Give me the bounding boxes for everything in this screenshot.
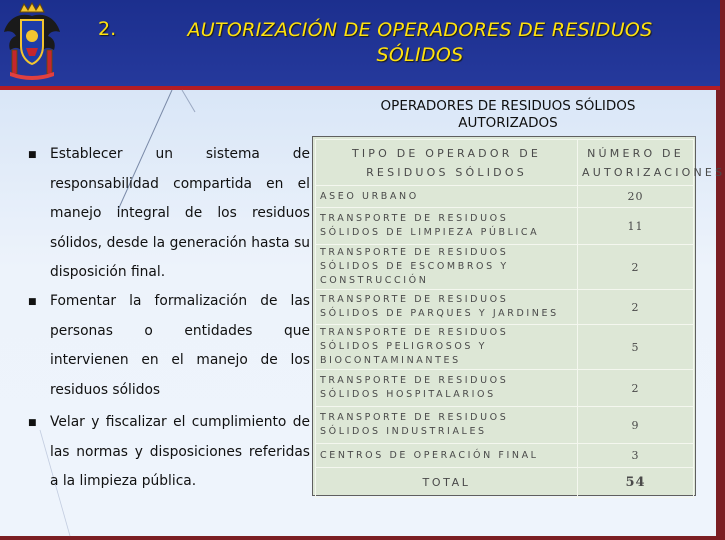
operator-type-cell: TRANSPORTE DE RESIDUOS SÓLIDOS INDUSTRIALES: [316, 407, 578, 444]
bullet-text: Velar y fiscalizar el cumplimiento de las normas y disposiciones referidas a la limpieza pública.: [50, 414, 310, 489]
table-row: [316, 245, 694, 290]
table-total-row: [316, 468, 694, 498]
list-item: [30, 287, 310, 405]
list-item: [30, 408, 310, 497]
table-row: [316, 208, 694, 245]
table-row: [316, 186, 694, 208]
section-number: 2.: [98, 18, 117, 40]
operator-type-cell: TRANSPORTE DE RESIDUOS SÓLIDOS DE PARQUES Y JARDINES: [316, 290, 578, 325]
table-row: [316, 444, 694, 468]
square-bullet-icon: ■: [28, 297, 37, 307]
table-row: [316, 290, 694, 325]
operator-type-cell: TRANSPORTE DE RESIDUOS SÓLIDOS HOSPITALARIOS: [316, 370, 578, 407]
authorization-count-cell: 2: [578, 370, 694, 407]
square-bullet-icon: ■: [28, 150, 37, 160]
table-row: [316, 370, 694, 407]
coat-of-arms-icon: [2, 2, 62, 80]
authorization-count-cell: 9: [578, 407, 694, 444]
column-header-count: NÚMERO DE AUTORIZACIONES: [578, 140, 694, 186]
bullet-text: Fomentar la formalización de las personas o entidades que intervienen en el manejo de los residuos sólidos: [50, 293, 310, 398]
operator-type-cell: ASEO URBANO: [316, 186, 578, 208]
table-row: [316, 407, 694, 444]
operators-table: [315, 139, 725, 498]
authorization-count-cell: 5: [578, 325, 694, 370]
list-item: [30, 140, 310, 288]
operator-type-cell: TRANSPORTE DE RESIDUOS SÓLIDOS PELIGROSOS Y BIOCONTAMINANTES: [316, 325, 578, 370]
operators-table-frame: [312, 136, 725, 496]
total-label-cell: TOTAL: [316, 468, 578, 498]
authorization-count-cell: 3: [578, 444, 694, 468]
page-title: AUTORIZACIÓN DE OPERADORES DE RESIDUOS SÓLIDOS: [187, 19, 653, 66]
table-subtitle: OPERADORES DE RESIDUOS SÓLIDOS AUTORIZADOS: [380, 98, 636, 131]
header-bar: [0, 0, 720, 86]
operator-type-cell: TRANSPORTE DE RESIDUOS SÓLIDOS DE ESCOMBROS Y CONSTRUCCIÓN: [316, 245, 578, 290]
column-header-type: TIPO DE OPERADOR DE RESIDUOS SÓLIDOS: [316, 140, 578, 186]
total-value-cell: 54: [578, 468, 694, 498]
authorization-count-cell: 2: [578, 245, 694, 290]
operator-type-cell: CENTROS DE OPERACIÓN FINAL: [316, 444, 578, 468]
square-bullet-icon: ■: [28, 418, 37, 428]
authorization-count-cell: 11: [578, 208, 694, 245]
table-row: [316, 325, 694, 370]
operator-type-cell: TRANSPORTE DE RESIDUOS SÓLIDOS DE LIMPIEZA PÚBLICA: [316, 208, 578, 245]
bullet-text: Establecer un sistema de responsabilidad compartida en el manejo integral de los residuos sólidos, desde la generación hasta su disposición final.: [50, 146, 310, 280]
authorization-count-cell: 20: [578, 186, 694, 208]
table-header-row: [316, 140, 694, 186]
authorization-count-cell: 2: [578, 290, 694, 325]
